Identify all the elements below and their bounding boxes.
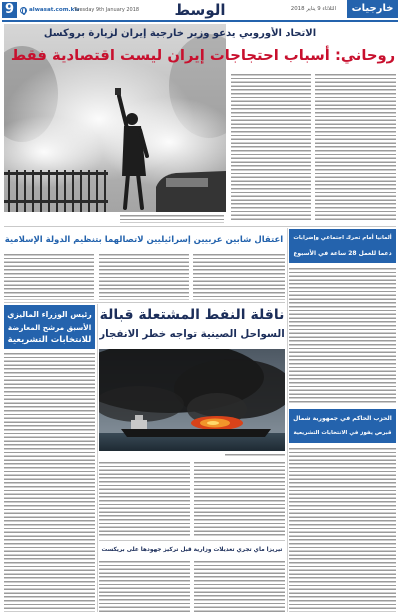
- top-story-body-column: [315, 74, 396, 222]
- story-rule: [99, 540, 285, 541]
- cyprus-body-text: [289, 448, 396, 612]
- cyprus-headline-line: الحزب الحاكم في جمهورية شمال: [293, 415, 392, 422]
- may-body-column: [99, 561, 190, 612]
- top-story-headline: روحاني: أسباب احتجاجات إيران ليست اقتصادية فقط: [10, 47, 396, 64]
- masthead-logo: الوسط: [174, 1, 226, 19]
- israel-arrest-body-column: [4, 254, 94, 300]
- tanker-photo-caption: [225, 454, 285, 458]
- story-rule: [4, 302, 285, 303]
- section-tab: خارجيات: [347, 0, 398, 18]
- germany-headline-box: [289, 229, 396, 263]
- page-number: 9: [2, 2, 17, 18]
- tanker-fire-photo-graphic: [99, 349, 285, 451]
- germany-headline-line: ألمانيا أمام تحرك اجتماعي وإضرابات: [293, 235, 392, 241]
- malaysia-headline-line: رئيس الوزراء الماليزي: [7, 309, 92, 319]
- column-rule: [287, 228, 288, 612]
- tanker-headline-line: ناقلة النفط المشتعلة قبالة: [99, 307, 285, 323]
- may-headline: تيريزا ماي تجري تعديلات وزارية قبل تركيز جهودها على بريكست: [101, 547, 283, 553]
- malaysia-body-text: [4, 353, 95, 612]
- tanker-body-column: [194, 462, 285, 538]
- malaysia-headline-box: [4, 305, 95, 349]
- germany-headline-line: دعما للعمل 28 ساعة في الأسبوع: [293, 250, 392, 257]
- malaysia-headline-line: للانتخابات التشريعية: [7, 334, 92, 345]
- column-rule: [97, 304, 98, 612]
- website-text: alwasat.com.kw: [29, 7, 80, 13]
- globe-icon: [20, 7, 27, 14]
- dateline-arabic: الثلاثاء 9 يناير 2018: [290, 6, 336, 12]
- malaysia-headline-line: الأسبق مرشح المعارضة: [7, 322, 92, 332]
- may-body-column: [194, 561, 285, 612]
- tanker-body-column: [99, 462, 190, 538]
- israel-arrest-body-column: [193, 254, 285, 300]
- header-rule: [2, 20, 398, 22]
- top-story-body-column: [231, 74, 311, 222]
- tanker-fire-photo: [99, 349, 285, 451]
- tanker-headline-line: السواحل الصينية تواجه خطر الانفجار: [99, 328, 285, 340]
- dateline-english: Tuesday 9th January 2018: [74, 7, 140, 13]
- israel-arrest-headline: اعتقال شابين عربيين إسرائيليين لاتصالهما بتنظيم الدولة الإسلامية: [4, 235, 284, 245]
- section-rule: [4, 226, 396, 227]
- photo-caption: [120, 215, 224, 223]
- tanker-headline: [99, 305, 285, 345]
- germany-body-text: [289, 268, 396, 404]
- israel-arrest-body-column: [99, 254, 189, 300]
- website-url: [20, 5, 80, 15]
- top-story-kicker: الاتحاد الأوروبي يدعو وزير خارجية إيران لزيارة بروكسل: [43, 28, 317, 39]
- cyprus-headline-line: قبرص يفوز في الانتخابات التشريعية: [293, 430, 392, 436]
- cyprus-headline-box: [289, 409, 396, 443]
